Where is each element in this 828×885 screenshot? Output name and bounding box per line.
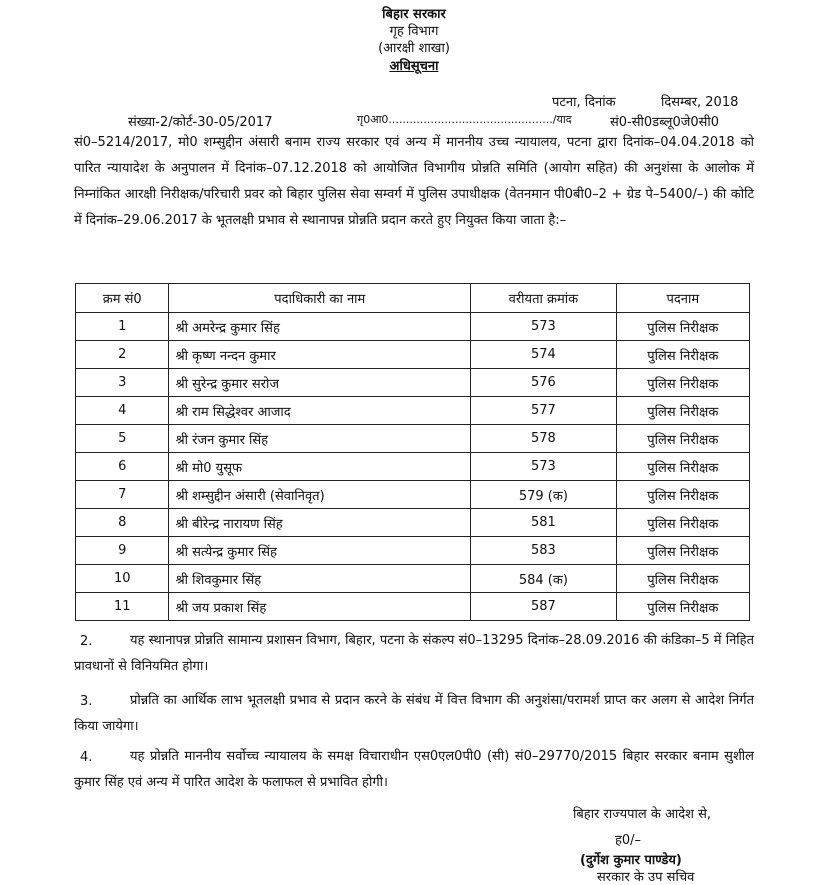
seniority-cell: 578 [471, 425, 616, 453]
table-row [76, 481, 750, 509]
name-cell: श्री बीरेन्द्र नारायण सिंह [169, 509, 471, 537]
seniority-cell: 583 [471, 537, 616, 565]
table-row [76, 537, 750, 565]
place-date: पटना, दिनांक [552, 95, 616, 110]
designation-cell: पुलिस निरीक्षक [616, 397, 749, 425]
name-cell: श्री मो0 युसूफ [169, 453, 471, 481]
name-cell: श्री सत्येन्द्र कुमार सिंह [169, 537, 471, 565]
paragraph-3 [74, 688, 754, 740]
col-seniority: वरीयता क्रमांक [471, 284, 616, 313]
designation-cell: पुलिस निरीक्षक [616, 453, 749, 481]
serial-cell: 4 [76, 397, 169, 425]
col-serial: क्रम सं0 [76, 284, 169, 313]
paragraph-2 [74, 628, 754, 680]
paragraph-4-number: 4. [80, 750, 93, 765]
paragraph-2-number: 2. [80, 634, 93, 649]
name-cell: श्री अमरेन्द्र कुमार सिंह [169, 313, 471, 341]
paragraph-3-text: प्रोन्नति का आर्थिक लाभ भूतलक्षी प्रभाव से प्रदान करने के संबंध में वित्त विभाग की अनुशंसा/परामर्श प्राप्त कर अलग से आदेश निर्गत किया जायेगा। [74, 693, 754, 734]
ref-code: सं0-सी0डब्लू0जे0सी0 [610, 115, 720, 130]
designation-cell: पुलिस निरीक्षक [616, 565, 749, 593]
name-cell: श्री रंजन कुमार सिंह [169, 425, 471, 453]
header-notification: अधिसूचना [389, 59, 439, 74]
table-row [76, 425, 750, 453]
seniority-cell: 584 (क) [471, 565, 616, 593]
designation-cell: पुलिस निरीक्षक [616, 313, 749, 341]
designation-cell: पुलिस निरीक्षक [616, 481, 749, 509]
table-row [76, 453, 750, 481]
signed-mark: ह0/– [615, 833, 642, 848]
ref-grih: गृ0आ0.............................................../याद [357, 113, 572, 126]
promotion-table [75, 283, 750, 621]
name-cell: श्री जय प्रकाश सिंह [169, 593, 471, 621]
table-row [76, 341, 750, 369]
designation-cell: पुलिस निरीक्षक [616, 425, 749, 453]
header-branch: (आरक्षी शाखा) [378, 41, 450, 56]
serial-cell: 1 [76, 313, 169, 341]
paragraph-2-text: यह स्थानापन्न प्रोन्नति सामान्य प्रशासन विभाग, बिहार, पटना के संकल्प सं0–13295 दिनांक–28.09.2016 की कंडिका–5 में निहित प्रावधानों से विनियमित होगा। [74, 633, 754, 674]
serial-cell: 6 [76, 453, 169, 481]
month-year: दिसम्बर, 2018 [661, 95, 739, 110]
paragraph-3-number: 3. [80, 694, 93, 709]
header-govt: बिहार सरकार [382, 7, 446, 22]
designation-cell: पुलिस निरीक्षक [616, 509, 749, 537]
seniority-cell: 577 [471, 397, 616, 425]
ref-number: संख्या-2/कोर्ट-30-05/2017 [128, 115, 273, 130]
name-cell: श्री कृष्ण नन्दन कुमार [169, 341, 471, 369]
seniority-cell: 573 [471, 313, 616, 341]
seniority-cell: 587 [471, 593, 616, 621]
designation-cell: पुलिस निरीक्षक [616, 537, 749, 565]
serial-cell: 10 [76, 565, 169, 593]
seniority-cell: 576 [471, 369, 616, 397]
paragraph-1: सं0–5214/2017, मो0 शम्सुद्दीन अंसारी बनाम राज्य सरकार एवं अन्य में माननीय उच्च न्यायालय, पटना द्वारा दिनांक–04.04.2018 को पारित न्यायादेश के अनुपालन में दिनांक–07.12.2018 को आयोजित विभागीय प्रोन्नति समिति (आयोग सहित) की अनुशंसा के आलोक में निम्नांकित आरक्षी निरीक्षक/परिचारी प्रवर को बिहार पुलिस सेवा सम्वर्ग में पुलिस उपाधीक्षक (वेतनमान पी0बी0–2 + ग्रेड पे–5400/–) की कोटि में दिनांक–29.06.2017 के भूतलक्षी प्रभाव से स्थानापन्न प्रोन्नति प्रदान करते हुए नियुक्त किया जाता है:– [74, 135, 754, 228]
paragraph-4 [74, 744, 754, 796]
designation-cell: पुलिस निरीक्षक [616, 369, 749, 397]
seniority-cell: 579 (क) [471, 481, 616, 509]
designation-cell: पुलिस निरीक्षक [616, 341, 749, 369]
paragraph-4-text: यह प्रोन्नति माननीय सर्वोच्च न्यायालय के समक्ष विचाराधीन एस0एल0पी0 (सी) सं0–29770/2015 बिहार सरकार बनाम सुशील कुमार सिंह एवं अन्य में पारित आदेश के फलाफल से प्रभावित होगी। [74, 749, 754, 790]
table-row [76, 313, 750, 341]
name-cell: श्री शम्सुद्दीन अंसारी (सेवानिवृत) [169, 481, 471, 509]
designation-cell: पुलिस निरीक्षक [616, 593, 749, 621]
serial-cell: 2 [76, 341, 169, 369]
table-row [76, 565, 750, 593]
serial-cell: 9 [76, 537, 169, 565]
table-header-row [76, 284, 750, 313]
serial-cell: 11 [76, 593, 169, 621]
name-cell: श्री राम सिद्धेश्वर आजाद [169, 397, 471, 425]
col-designation: पदनाम [616, 284, 749, 313]
seniority-cell: 574 [471, 341, 616, 369]
header-department: गृह विभाग [389, 24, 439, 39]
governor-order: बिहार राज्यपाल के आदेश से, [573, 807, 712, 822]
serial-cell: 5 [76, 425, 169, 453]
serial-cell: 7 [76, 481, 169, 509]
name-cell: श्री शिवकुमार सिंह [169, 565, 471, 593]
table-row [76, 369, 750, 397]
signatory-name: (दुर्गेश कुमार पाण्डेय) [580, 853, 682, 868]
serial-cell: 3 [76, 369, 169, 397]
seniority-cell: 581 [471, 509, 616, 537]
serial-cell: 8 [76, 509, 169, 537]
name-cell: श्री सुरेन्द्र कुमार सरोज [169, 369, 471, 397]
table-row [76, 397, 750, 425]
signatory-designation: सरकार के उप सचिव [597, 870, 695, 885]
table-row [76, 509, 750, 537]
seniority-cell: 573 [471, 453, 616, 481]
table-row [76, 593, 750, 621]
col-officer-name: पदाधिकारी का नाम [169, 284, 471, 313]
